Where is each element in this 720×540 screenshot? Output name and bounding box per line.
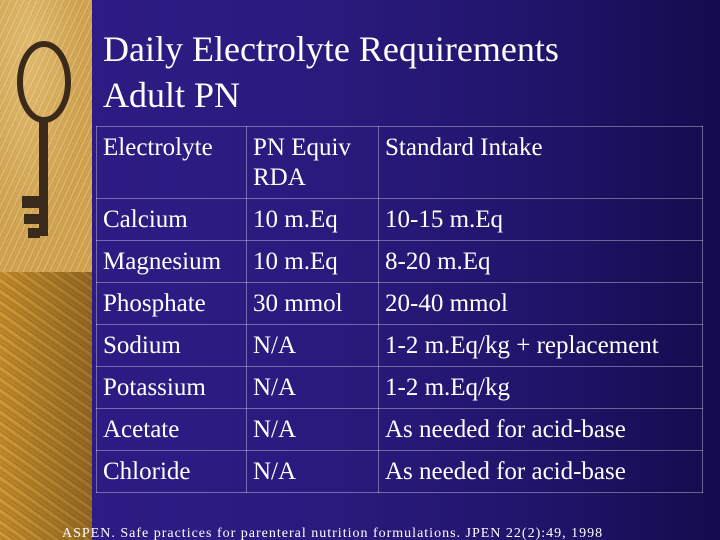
table-header-row <box>97 127 703 199</box>
cell-electrolyte: Acetate <box>97 409 247 451</box>
table-row <box>97 325 703 367</box>
header-standard-intake: Standard Intake <box>379 127 703 199</box>
cell-electrolyte: Calcium <box>97 199 247 241</box>
cell-standard-intake: 20-40 mmol <box>379 283 703 325</box>
table-row <box>97 367 703 409</box>
slide-title <box>103 26 559 118</box>
header-pn-equiv-rda: PN Equiv RDA <box>247 127 379 199</box>
slide-title-line1: Daily Electrolyte Requirements <box>103 29 559 69</box>
electrolyte-table <box>96 126 703 493</box>
cell-pn-equiv: 10 m.Eq <box>247 199 379 241</box>
cell-electrolyte: Chloride <box>97 451 247 493</box>
table-row <box>97 409 703 451</box>
table-row <box>97 199 703 241</box>
table-row <box>97 451 703 493</box>
cell-pn-equiv: N/A <box>247 409 379 451</box>
cell-pn-equiv: 30 mmol <box>247 283 379 325</box>
cell-standard-intake: As needed for acid-base <box>379 451 703 493</box>
table-row <box>97 283 703 325</box>
table-row <box>97 241 703 283</box>
antique-key-image <box>0 0 92 272</box>
cell-electrolyte: Magnesium <box>97 241 247 283</box>
cell-standard-intake: 10-15 m.Eq <box>379 199 703 241</box>
header-electrolyte: Electrolyte <box>97 127 247 199</box>
cell-standard-intake: 8-20 m.Eq <box>379 241 703 283</box>
cell-pn-equiv: N/A <box>247 325 379 367</box>
cell-pn-equiv: N/A <box>247 367 379 409</box>
slide-title-line2: Adult PN <box>103 75 241 115</box>
cell-pn-equiv: 10 m.Eq <box>247 241 379 283</box>
cell-standard-intake: As needed for acid-base <box>379 409 703 451</box>
key-icon <box>0 0 92 272</box>
cell-electrolyte: Sodium <box>97 325 247 367</box>
citation-footnote: ASPEN. Safe practices for parenteral nutrition formulations. JPEN 22(2):49, 1998 <box>62 526 604 540</box>
cell-pn-equiv: N/A <box>247 451 379 493</box>
cell-standard-intake: 1-2 m.Eq/kg + replacement <box>379 325 703 367</box>
cell-standard-intake: 1-2 m.Eq/kg <box>379 367 703 409</box>
cell-electrolyte: Phosphate <box>97 283 247 325</box>
cell-electrolyte: Potassium <box>97 367 247 409</box>
